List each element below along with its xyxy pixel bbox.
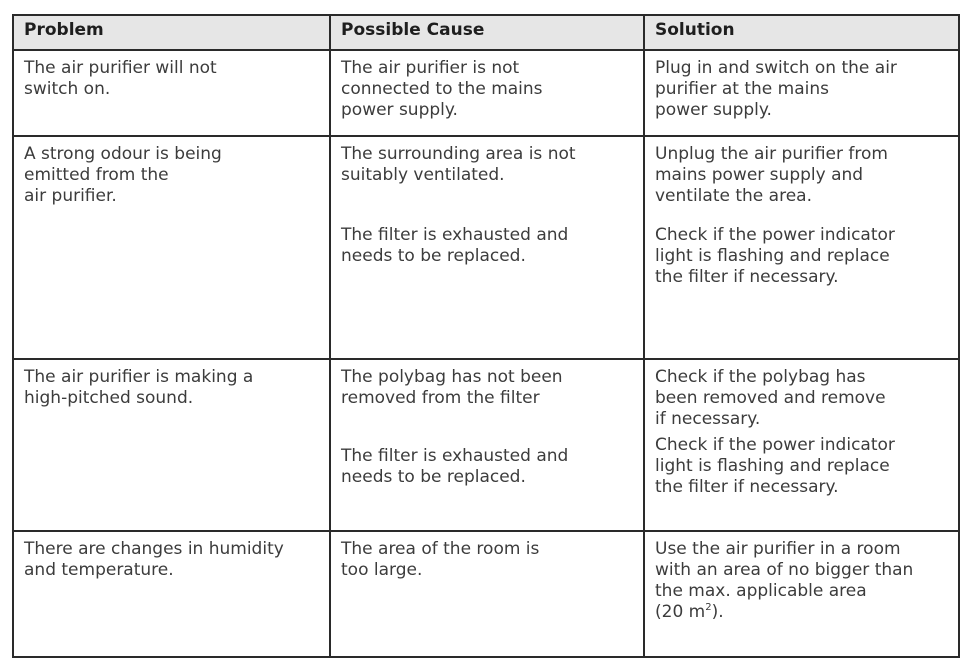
solution-text: mains power supply and — [655, 165, 864, 185]
solution-text: purifier at the mains — [655, 79, 829, 99]
problem-text: and temperature. — [24, 560, 174, 580]
cause-text: The surrounding area is not — [341, 144, 576, 164]
solution-text: light is flashing and replace — [655, 456, 890, 476]
table-row — [14, 359, 958, 531]
header-solution: Solution — [644, 16, 958, 50]
cause-text: too large. — [341, 560, 423, 580]
header-row — [14, 16, 958, 50]
solution-text: power supply. — [655, 100, 772, 120]
header-problem: Problem — [14, 16, 330, 50]
cause-text: power supply. — [341, 100, 458, 120]
problem-text: A strong odour is being — [24, 144, 222, 164]
solution-text: Check if the power indicator — [655, 435, 895, 455]
cause-text: connected to the mains — [341, 79, 543, 99]
troubleshooting-document — [12, 14, 960, 658]
area-close: ). — [711, 602, 724, 622]
solution-text: the filter if necessary. — [655, 477, 839, 497]
cause-cell — [330, 50, 644, 136]
cause-text: needs to be replaced. — [341, 246, 526, 266]
problem-text: emitted from the — [24, 165, 169, 185]
solution-text: Use the air purifier in a room — [655, 539, 901, 559]
table-row — [14, 136, 958, 359]
problem-cell — [14, 359, 330, 531]
problem-text: The air purifier is making a — [24, 367, 254, 387]
solution-text: Check if the power indicator — [655, 225, 895, 245]
cause-text: The area of the room is — [341, 539, 540, 559]
header-possible-cause: Possible Cause — [330, 16, 644, 50]
problem-text: switch on. — [24, 79, 111, 99]
solution-cell — [644, 136, 958, 359]
cause-cell — [330, 359, 644, 531]
solution-text: the max. applicable area — [655, 581, 867, 601]
solution-text: Unplug the air purifier from — [655, 144, 888, 164]
cause-text: needs to be replaced. — [341, 467, 526, 487]
solution-text: with an area of no bigger than — [655, 560, 914, 580]
cause-cell — [330, 136, 644, 359]
problem-text: There are changes in humidity — [24, 539, 284, 559]
troubleshooting-table — [14, 16, 958, 656]
table-row — [14, 531, 958, 656]
area-superscript: 2 — [705, 602, 712, 613]
cause-text: suitably ventilated. — [341, 165, 505, 185]
solution-cell — [644, 50, 958, 136]
solution-text: Check if the polybag has — [655, 367, 866, 387]
cause-text: removed from the filter — [341, 388, 540, 408]
table-row — [14, 50, 958, 136]
solution-cell — [644, 359, 958, 531]
solution-area-text — [655, 602, 948, 623]
cause-text: The filter is exhausted and — [341, 446, 569, 466]
cause-text: The polybag has not been — [341, 367, 563, 387]
problem-text: The air purifier will not — [24, 58, 217, 78]
problem-text: air purifier. — [24, 186, 117, 206]
problem-cell — [14, 50, 330, 136]
solution-text: if necessary. — [655, 409, 761, 429]
solution-text: been removed and remove — [655, 388, 886, 408]
problem-cell — [14, 531, 330, 656]
solution-text: ventilate the area. — [655, 186, 812, 206]
area-open: (20 m — [655, 602, 706, 622]
solution-text: light is flashing and replace — [655, 246, 890, 266]
cause-text: The filter is exhausted and — [341, 225, 569, 245]
solution-text: Plug in and switch on the air — [655, 58, 897, 78]
problem-text: high-pitched sound. — [24, 388, 194, 408]
cause-cell — [330, 531, 644, 656]
solution-cell — [644, 531, 958, 656]
solution-text: the filter if necessary. — [655, 267, 839, 287]
cause-text: The air purifier is not — [341, 58, 520, 78]
problem-cell — [14, 136, 330, 359]
